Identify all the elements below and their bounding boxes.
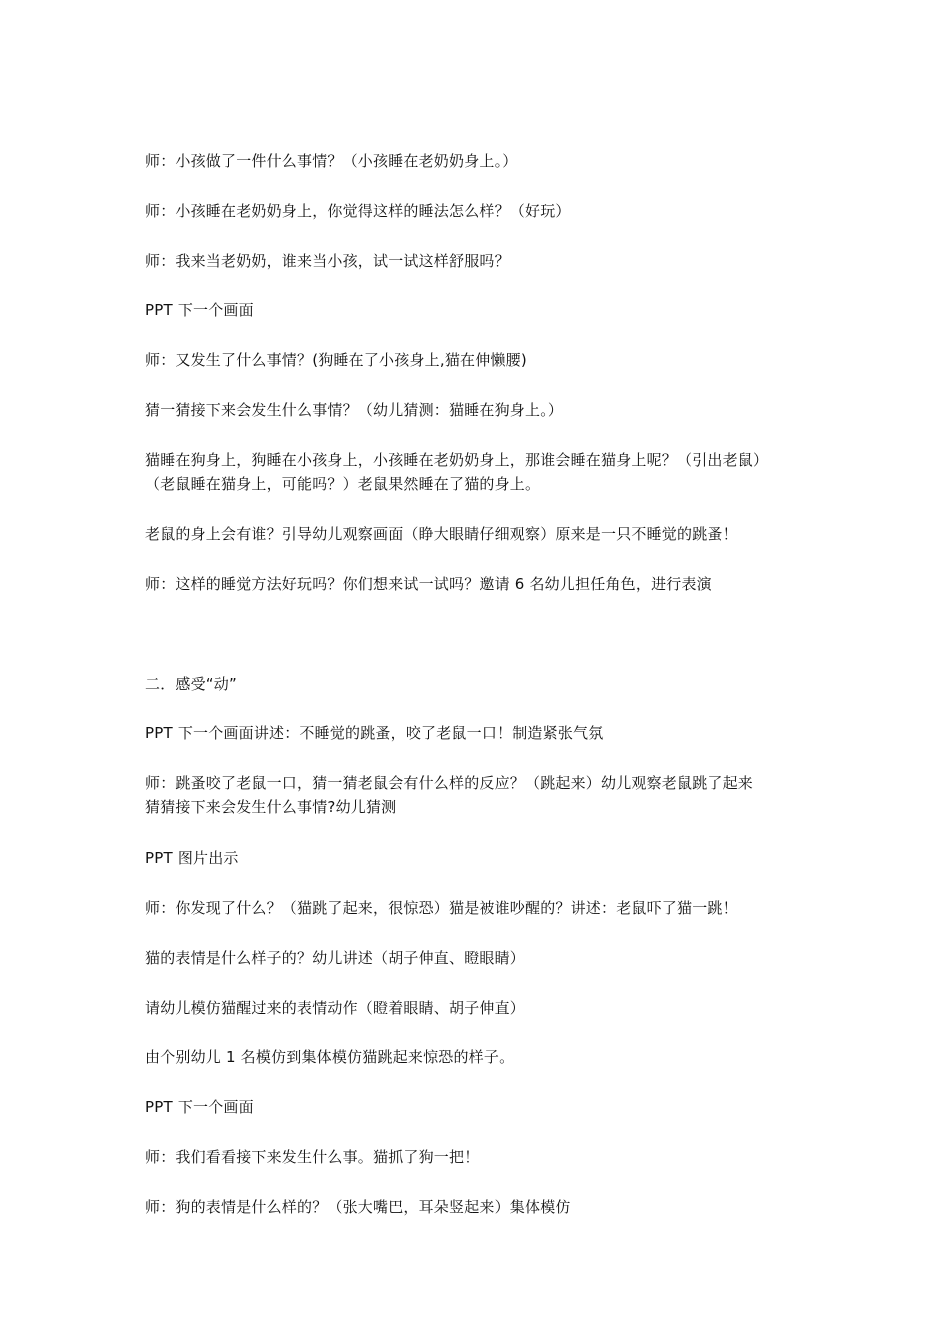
paragraph-1: 师：小孩做了一件什么事情？（小孩睡在老奶奶身上。） — [145, 152, 518, 170]
paragraph-17: PPT 下一个画面 — [145, 1098, 254, 1116]
paragraph-10: PPT 下一个画面讲述：不睡觉的跳蚤，咬了老鼠一口！制造紧张气氛 — [145, 724, 604, 742]
paragraph-11: 师：跳蚤咬了老鼠一口，猜一猜老鼠会有什么样的反应？（跳起来）幼儿观察老鼠跳了起来 猜猜接下来会发生什么事情?幼儿猜测 — [145, 774, 754, 816]
paragraph-15: 请幼儿模仿猫醒过来的表情动作（瞪着眼睛、胡子伸直） — [145, 999, 526, 1017]
paragraph-4: PPT 下一个画面 — [145, 301, 254, 319]
paragraph-16: 由个别幼儿 1 名模仿到集体模仿猫跳起来惊恐的样子。 — [145, 1048, 515, 1066]
section-heading: 二．感受“动” — [145, 675, 237, 693]
paragraph-9: 师：这样的睡觉方法好玩吗？你们想来试一试吗？邀请 6 名幼儿担任角色，进行表演 — [145, 575, 712, 593]
paragraph-7: 猫睡在狗身上，狗睡在小孩身上，小孩睡在老奶奶身上，那谁会睡在猫身上呢？（引出老鼠） （老鼠睡在猫身上，可能吗？）老鼠果然睡在了猫的身上。 — [145, 451, 769, 493]
paragraph-12: PPT 图片出示 — [145, 849, 239, 867]
paragraph-5: 师：又发生了什么事情？(狗睡在了小孩身上,猫在伸懒腰) — [145, 351, 527, 369]
paragraph-8: 老鼠的身上会有谁？引导幼儿观察画面（睁大眼睛仔细观察）原来是一只不睡觉的跳蚤！ — [145, 525, 738, 543]
paragraph-18: 师：我们看看接下来发生什么事。猫抓了狗一把！ — [145, 1148, 480, 1166]
paragraph-13: 师：你发现了什么？（猫跳了起来，很惊恐）猫是被谁吵醒的？讲述：老鼠吓了猫一跳！ — [145, 899, 738, 917]
paragraph-2: 师：小孩睡在老奶奶身上，你觉得这样的睡法怎么样？（好玩） — [145, 202, 571, 220]
paragraph-14: 猫的表情是什么样子的？幼儿讲述（胡子伸直、瞪眼睛） — [145, 949, 526, 967]
paragraph-19: 师：狗的表情是什么样的？（张大嘴巴，耳朵竖起来）集体模仿 — [145, 1198, 571, 1216]
paragraph-3: 师：我来当老奶奶，谁来当小孩，试一试这样舒服吗？ — [145, 252, 510, 270]
paragraph-6: 猜一猜接下来会发生什么事情？（幼儿猜测：猫睡在狗身上。） — [145, 401, 564, 419]
